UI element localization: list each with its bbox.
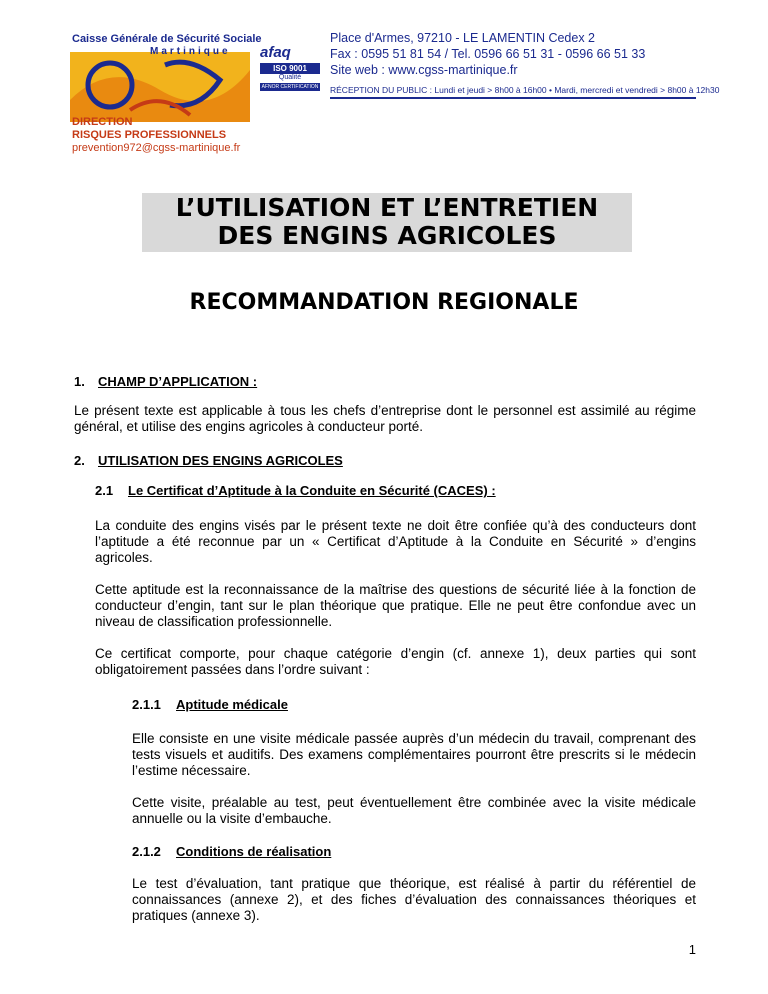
phone-fax: Fax : 0595 51 81 54 / Tel. 0596 66 51 31 - 0596 66 51 33 <box>330 47 646 61</box>
qualite-label: Qualité <box>278 74 302 81</box>
section-2-1-heading <box>95 483 496 498</box>
section-2-1-1-p1: Elle consiste en une visite médicale passée auprès d’un médecin du travail, comprenant des tests visuels et auditifs. Des examens complémentaires pourront être prescrits si le médecin l’estime nécessaire. <box>132 731 696 778</box>
section-2-1-2-title: Conditions de réalisation <box>176 844 332 859</box>
contact-email[interactable]: prevention972@cgss-martinique.fr <box>72 142 241 154</box>
iso-label: ISO 9001 <box>260 63 320 74</box>
section-2-1-1-heading <box>132 697 288 712</box>
section-1-text: Le présent texte est applicable à tous les chefs d’entreprise dont le personnel est assimilé au régime général, et utilise des engins agricoles à conducteur porté. <box>74 403 696 434</box>
title-line-1: L’UTILISATION ET L’ENTRETIEN <box>175 193 599 222</box>
section-2-1-number: 2.1 <box>95 483 114 498</box>
page-number: 1 <box>688 942 696 957</box>
address: Place d'Armes, 97210 - LE LAMENTIN Cedex 2 <box>330 31 596 45</box>
section-2-1-p3: Ce certificat comporte, pour chaque catégorie d’engin (cf. annexe 1), deux parties qui sont obligatoirement passées dans l’ordre suivant : <box>95 646 696 677</box>
org-name: Caisse Générale de Sécurité Sociale <box>72 33 262 45</box>
org-region: Martinique <box>150 46 231 57</box>
section-2-1-2-p1: Le test d’évaluation, tant pratique que théorique, est réalisé à partir du référentiel de connaissances (annexe 2), et des fiches d’évaluation des connaissances théoriques et pratiques (annexe 3). <box>132 876 696 923</box>
section-2-1-2-number: 2.1.2 <box>132 844 161 859</box>
contact-block <box>330 30 719 98</box>
section-2-1-p2: Cette aptitude est la reconnaissance de la maîtrise des questions de sécurité liée à la fonction de conducteur d’engin, tant sur le plan théorique que pratique. Elle ne peut être confondue avec un niveau de classification professionnelle. <box>95 582 696 629</box>
section-2-1-2-heading <box>132 844 331 859</box>
department-block <box>72 116 240 155</box>
document-subtitle: RECOMMANDATION REGIONALE <box>189 290 579 315</box>
section-1-title: CHAMP D’APPLICATION : <box>98 374 258 389</box>
section-2-1-1-title: Aptitude médicale <box>176 697 288 712</box>
section-2-title: UTILISATION DES ENGINS AGRICOLES <box>98 453 343 468</box>
title-line-2: DES ENGINS AGRICOLES <box>217 221 557 250</box>
afaq-mark: afaq <box>260 44 291 61</box>
section-2-1-1-number: 2.1.1 <box>132 697 161 712</box>
afaq-certification-badge <box>260 44 320 122</box>
section-2-1-1-p2: Cette visite, préalable au test, peut éventuellement être combinée avec la visite médicale annuelle ou la visite d’embauche. <box>132 795 696 826</box>
department-risques: RISQUES PROFESSIONNELS <box>72 129 227 141</box>
section-1-heading <box>74 374 257 389</box>
document-title <box>142 193 632 252</box>
afnor-label: AFNOR CERTIFICATION <box>261 84 319 90</box>
header-divider <box>330 97 696 99</box>
department-direction: DIRECTION <box>72 116 133 128</box>
section-2-heading <box>74 453 343 468</box>
section-1-number: 1. <box>74 374 85 389</box>
section-2-1-title: Le Certificat d’Aptitude à la Conduite en Sécurité (CACES) : <box>128 483 496 498</box>
section-2-number: 2. <box>74 453 85 468</box>
website[interactable]: Site web : www.cgss-martinique.fr <box>330 63 518 77</box>
section-2-1-p1: La conduite des engins visés par le présent texte ne doit être confiée qu’à des conducteurs dont l’aptitude a été reconnue par un « Certificat d’Aptitude à la Conduite en Sécurité » d’engins agricoles. <box>95 518 696 565</box>
reception-hours: RÉCEPTION DU PUBLIC : Lundi et jeudi > 8h00 à 16h00 • Mardi, mercredi et vendredi > 8h00 à 12h30 <box>330 85 720 95</box>
